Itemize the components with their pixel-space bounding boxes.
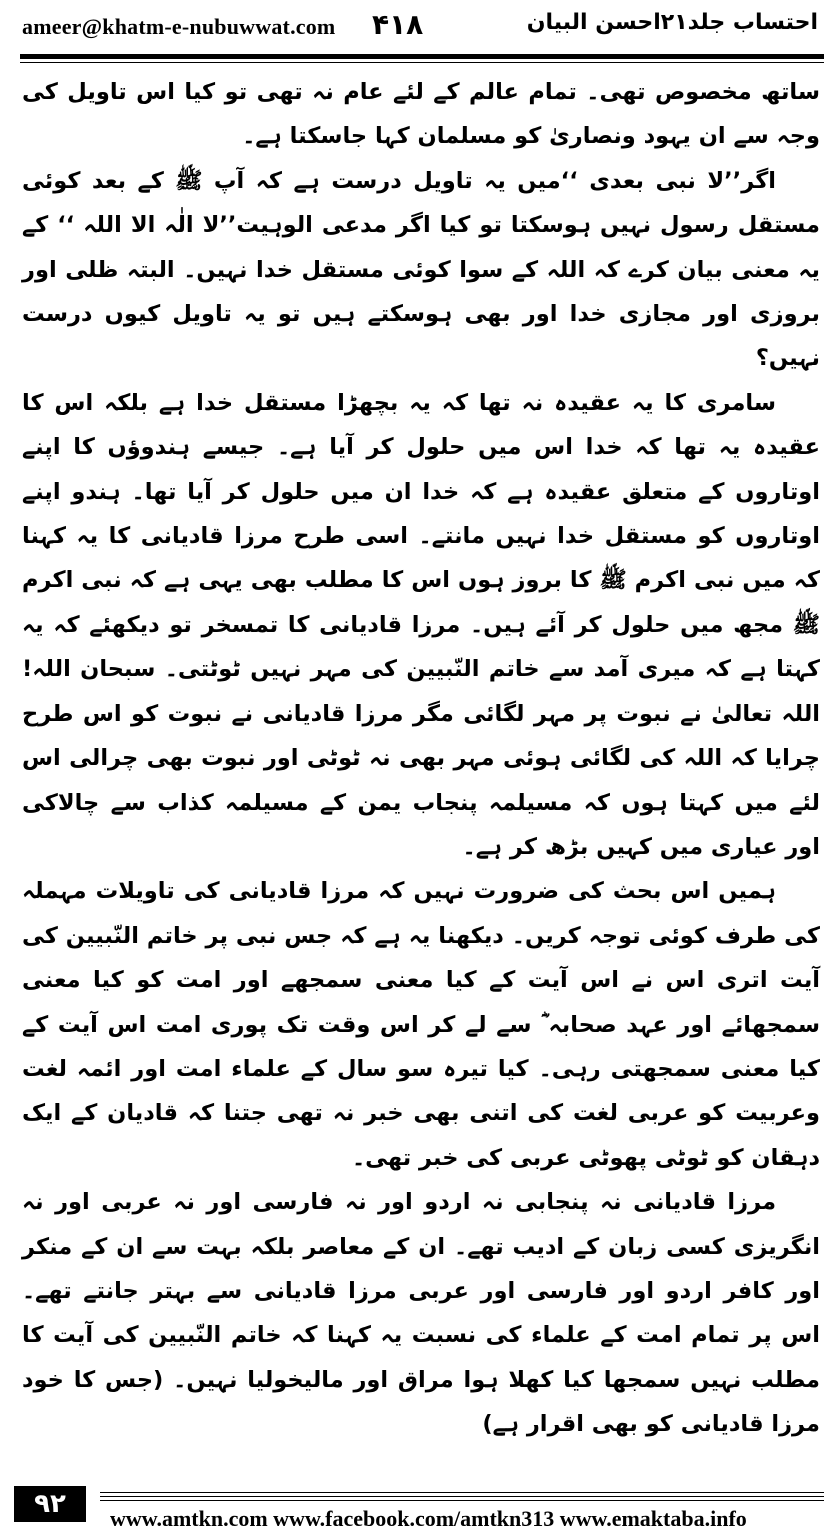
footer-rule	[100, 1496, 824, 1497]
footer-links: www.amtkn.com www.facebook.com/amtkn313 www.emaktaba.info	[110, 1506, 747, 1531]
page-header	[0, 0, 840, 62]
header-page-number: ۴۱۸	[372, 8, 424, 41]
paragraph-5: مرزا قادیانی نہ پنجابی نہ اردو اور نہ فارسی اور نہ عربی اور نہ انگریزی کسی زبان کے ادیب تھے۔ ان کے معاصر بلکہ بہت سے ان کے منکر اور کافر اردو اور فارسی اور عربی مرزا قادیانی سے بہتر جانتے تھے۔ اس پر تمام امت کے علماء کی نسبت یہ کہنا کہ خاتم النّبیین کی آیت کا مطلب نہیں سمجھا کیا کھلا ہوا مراق اور مالیخولیا نہیں۔ (جس کا خود مرزا قادیانی کو بھی اقرار ہے)	[22, 1189, 820, 1438]
footer-page-number: ۹۲	[14, 1486, 86, 1522]
footer-rule	[100, 1500, 824, 1501]
paragraph-2: اگر’’لا نبی بعدی ‘‘میں یہ تاویل درست ہے کہ آپ ﷺ کے بعد کوئی مستقل رسول نہیں ہوسکتا تو کیا اگر مدعی الوہیت’’لا الٰہ الا اللہ ‘‘ کے یہ معنی بیان کرے کہ اللہ کے سوا کوئی مستقل خدا نہیں۔ البتہ ظلی اور بروزی اور مجازی خدا اور بھی ہوسکتے ہیں تو یہ تاویل کیوں درست نہیں؟	[22, 167, 820, 372]
body-text	[22, 70, 820, 1447]
header-email: ameer@khatm-e-nubuwwat.com	[22, 14, 336, 39]
running-title: احتساب جلد۲۱احسن البیان	[526, 10, 818, 35]
paragraph-1: ساتھ مخصوص تھی۔ تمام عالم کے لئے عام نہ تھی تو کیا اس تاویل کی وجہ سے ان یہود ونصاریٰ کو مسلمان کہا جاسکتا ہے۔	[22, 79, 820, 150]
header-rule-thin	[20, 62, 824, 63]
paragraph-3: سامری کا یہ عقیدہ نہ تھا کہ یہ بچھڑا مستقل خدا ہے بلکہ اس کا عقیدہ یہ تھا کہ خدا اس میں حلول کر آیا ہے۔ جیسے ہندوؤں کا اپنے اوتاروں کے متعلق عقیدہ ہے کہ خدا ان میں حلول کر آیا تھا۔ ہندو اپنے اوتاروں کو مستقل خدا نہیں مانتے۔ اسی طرح مرزا قادیانی کا یہ کہنا کہ میں نبی اکرم ﷺ کا بروز ہوں اس کا مطلب بھی یہی ہے کہ نبی اکرم ﷺ مجھ میں حلول کر آئے ہیں۔ مرزا قادیانی کا تمسخر تو دیکھئے کہ یہ کہتا ہے کہ میری آمد سے خاتم النّبیین کی مہر نہیں ٹوٹتی۔ سبحان اللہ! اللہ تعالیٰ نے نبوت پر مہر لگائی مگر مرزا قادیانی نے نبوت کو اس طرح چرایا کہ اللہ کی لگائی ہوئی مہر بھی نہ ٹوٹی اور نبوت بھی چرالی اس لئے میں کہتا ہوں کہ مسیلمہ پنجاب یمن کے مسیلمہ کذاب سے چالاکی اور عیاری میں کہیں بڑھ کر ہے۔	[22, 389, 820, 860]
page-footer	[0, 1486, 840, 1540]
paragraph-4: ہمیں اس بحث کی ضرورت نہیں کہ مرزا قادیانی کی تاویلات مہملہ کی طرف کوئی توجہ کریں۔ دیکھنا یہ ہے کہ جس نبی پر خاتم النّبیین کی آیت اتری اس نے اس آیت کے کیا معنی سمجھے اور امت کو کیا معنی سمجھائے اور عہد صحابہ ؓ سے لے کر اس وقت تک پوری امت اس آیت کے کیا معنی سمجھتی رہی۔ کیا تیرہ سو سال کے علماء امت اور ائمہ لغت وعربیت کو عربی لغت کی اتنی بھی خبر نہ تھی جتنا کہ قادیان کے ایک دہقان کو ٹوٹی پھوٹی عربی کی خبر تھی۔	[22, 878, 820, 1171]
header-rule-thick	[20, 54, 824, 59]
footer-rule	[100, 1492, 824, 1493]
